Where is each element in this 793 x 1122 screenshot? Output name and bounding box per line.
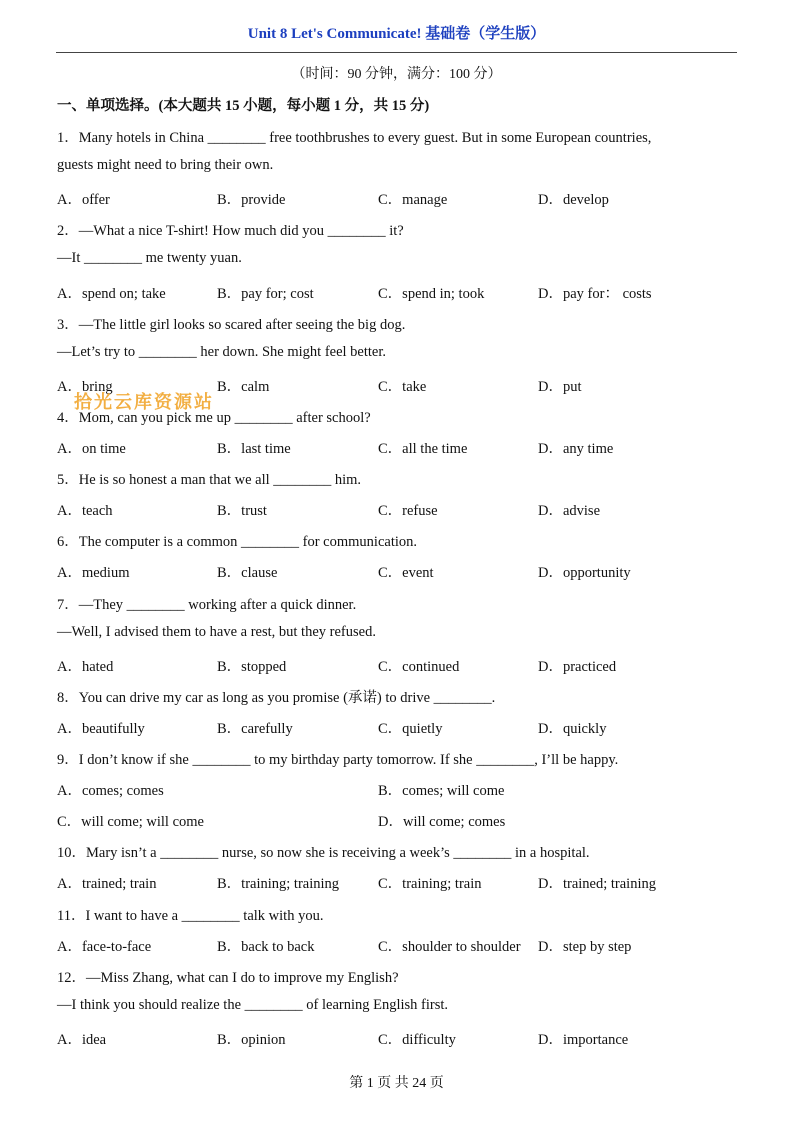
answer-option: A．medium <box>57 565 130 582</box>
answer-option: D．trained; training <box>538 876 656 893</box>
document-header-title: Unit 8 Let's Communicate! 基础卷（学生版） <box>247 26 546 42</box>
answer-option: B．carefully <box>217 720 293 737</box>
answer-option: A．trained; train <box>57 876 157 893</box>
answer-option: B．back to back <box>217 938 315 955</box>
answer-option: B．calm <box>217 378 270 395</box>
exam-subtitle: （时间：90 分钟，满分：100 分） <box>291 67 502 82</box>
question-text: —I think you should realize the ________ of learning English first. <box>57 996 449 1013</box>
answer-option: A．face-to-face <box>57 938 152 955</box>
question-text: 3．—The little girl looks so scared after seeing the big dog. <box>57 316 406 333</box>
answer-option: C．refuse <box>378 503 438 520</box>
question-text: 2．—What a nice T-shirt! How much did you ________ it? <box>57 223 404 240</box>
answer-option: A．comes; comes <box>57 783 164 800</box>
question-text: 1．Many hotels in China ________ free toothbrushes to every guest. But in some European countries, <box>57 130 652 146</box>
answer-option: C．continued <box>378 658 460 675</box>
answer-option: D．advise <box>538 503 601 520</box>
answer-option: A．on time <box>57 441 126 457</box>
watermark-stamp: 拾光云库资源站 <box>74 392 214 413</box>
answer-option: C．all the time <box>378 441 468 457</box>
question-text: 6．The computer is a common ________ for communication. <box>57 534 418 551</box>
answer-option: C．event <box>378 565 434 582</box>
header-divider <box>56 52 737 53</box>
answer-option: A．spend on; take <box>57 285 166 302</box>
question-text: —Well, I advised them to have a rest, but they refused. <box>57 623 376 640</box>
page-footer: 第 1 页 共 24 页 <box>349 1076 444 1091</box>
question-text: 5．He is so honest a man that we all ________ him. <box>57 472 362 489</box>
answer-option: A．offer <box>57 192 110 209</box>
answer-option: A．teach <box>57 503 113 520</box>
answer-option: C．quietly <box>378 720 443 737</box>
answer-option: D．importance <box>538 1031 629 1048</box>
answer-option: C．take <box>378 378 427 395</box>
answer-option: D．will come; comes <box>378 814 506 831</box>
question-text: 4．Mom, can you pick me up ________ after school? <box>57 409 371 426</box>
question-text: 7．—They ________ working after a quick dinner. <box>57 596 357 613</box>
answer-option: C．shoulder to shoulder <box>378 938 521 955</box>
answer-option: B．clause <box>217 565 278 582</box>
answer-option: B．comes; will come <box>378 783 505 800</box>
question-text: —It ________ me twenty yuan. <box>57 250 242 267</box>
answer-option: B．training; training <box>217 876 340 893</box>
question-text: 8．You can drive my car as long as you promise (承诺) to drive ________. <box>57 689 496 706</box>
answer-option: D．put <box>538 378 582 395</box>
answer-option: D．practiced <box>538 658 617 675</box>
answer-option: B．last time <box>217 441 291 457</box>
answer-option: C．will come; will come <box>57 814 204 831</box>
answer-option: B．opinion <box>217 1031 286 1048</box>
question-text: —Let’s try to ________ her down. She might feel better. <box>57 343 387 360</box>
answer-option: A．hated <box>57 658 114 675</box>
answer-option: B．provide <box>217 192 286 209</box>
answer-option: B．trust <box>217 503 267 520</box>
question-text: 12．—Miss Zhang, what can I do to improve my English? <box>57 969 399 986</box>
answer-option: C．manage <box>378 192 448 209</box>
answer-option: A．beautifully <box>57 720 145 737</box>
question-text: 10．Mary isn’t a ________ nurse, so now she is receiving a week’s ________ in a hospital. <box>57 845 590 862</box>
answer-option: C．spend in; took <box>378 285 485 302</box>
answer-option: D．step by step <box>538 938 632 955</box>
answer-option: D．any time <box>538 441 614 457</box>
question-text: guests might need to bring their own. <box>57 157 274 174</box>
question-text: 9．I don’t know if she ________ to my birthday party tomorrow. If she ________, I’ll be happy. <box>57 752 619 768</box>
answer-option: A．bring <box>57 378 113 395</box>
answer-option: C．training; train <box>378 876 482 893</box>
section-heading: 一、单项选择。(本大题共 15 小题，每小题 1 分，共 15 分) <box>57 98 430 114</box>
answer-option: A．idea <box>57 1031 107 1048</box>
answer-option: D．opportunity <box>538 565 631 582</box>
answer-option: B．stopped <box>217 658 287 675</box>
question-text: 11．I want to have a ________ talk with you. <box>57 907 324 924</box>
answer-option: D．develop <box>538 192 609 209</box>
answer-option: B．pay for; cost <box>217 285 314 302</box>
answer-option: D．quickly <box>538 720 607 737</box>
answer-option: D．pay for： costs <box>538 285 652 302</box>
answer-option: C．difficulty <box>378 1031 456 1048</box>
